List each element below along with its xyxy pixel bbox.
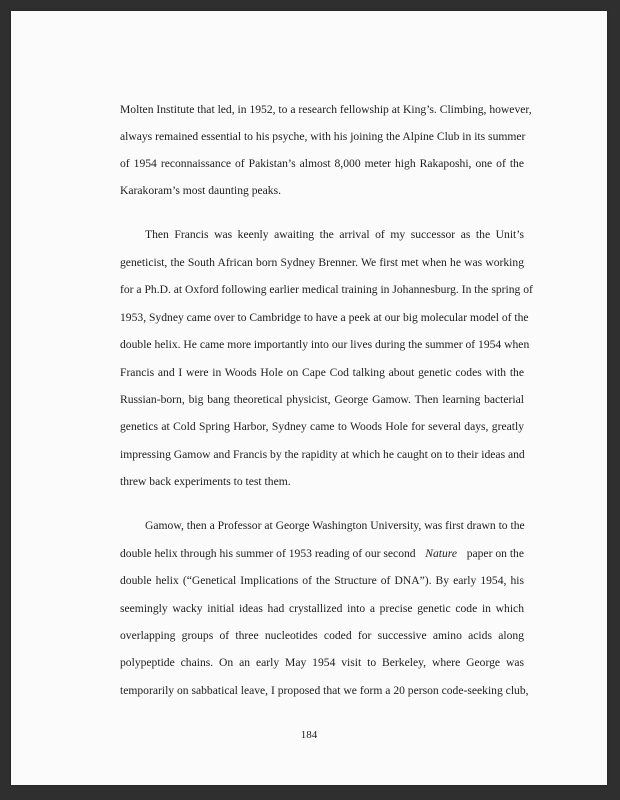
text-segment: paper on the <box>466 547 524 560</box>
text-line: polypeptide chains. On an early May 1954 visit to Berkeley, where George was <box>120 656 524 669</box>
text-line: threw back experiments to test them. <box>120 475 291 488</box>
text-line: impressing Gamow and Francis by the rapidity at which he caught on to their ideas and <box>120 448 525 461</box>
text-line: genetics at Cold Spring Harbor, Sydney came to Woods Hole for several days, greatly <box>120 420 524 433</box>
document-page <box>11 11 607 785</box>
text-line: temporarily on sabbatical leave, I proposed that we form a 20 person code-seeking club, <box>120 684 529 697</box>
text-line: Francis and I were in Woods Hole on Cape Cod talking about genetic codes with the <box>120 366 524 379</box>
text-line: for a Ph.D. at Oxford following earlier medical training in Johannesburg. In the spring of <box>120 283 533 296</box>
text-line: always remained essential to his psyche, with his joining the Alpine Club in its summer <box>120 130 526 143</box>
text-line: Then Francis was keenly awaiting the arrival of my successor as the Unit’s <box>145 228 524 241</box>
text-line: Gamow, then a Professor at George Washington University, was first drawn to the <box>145 519 525 532</box>
text-segment: double helix through his summer of 1953 reading of our second <box>120 547 416 560</box>
text-line-with-italic <box>120 547 524 561</box>
text-line: 1953, Sydney came over to Cambridge to have a peek at our big molecular model of the <box>120 311 529 324</box>
page-number: 184 <box>300 729 318 741</box>
text-line: seemingly wacky initial ideas had crystallized into a precise genetic code in which <box>120 602 524 615</box>
text-line: overlapping groups of three nucleotides coded for successive amino acids along <box>120 629 524 642</box>
text-line: double helix. He came more importantly into our lives during the summer of 1954 when <box>120 338 530 351</box>
journal-name: Nature <box>425 547 458 560</box>
text-line: Russian-born, big bang theoretical physicist, George Gamow. Then learning bacterial <box>120 393 524 406</box>
text-line: double helix (“Genetical Implications of the Structure of DNA”). By early 1954, his <box>120 574 524 587</box>
text-line: geneticist, the South African born Sydney Brenner. We first met when he was working <box>120 256 524 269</box>
text-line: Karakoram’s most daunting peaks. <box>120 184 281 197</box>
text-line: Molten Institute that led, in 1952, to a research fellowship at King’s. Climbing, however, <box>120 103 532 116</box>
text-line: of 1954 reconnaissance of Pakistan’s almost 8,000 meter high Rakaposhi, one of the <box>120 157 524 170</box>
